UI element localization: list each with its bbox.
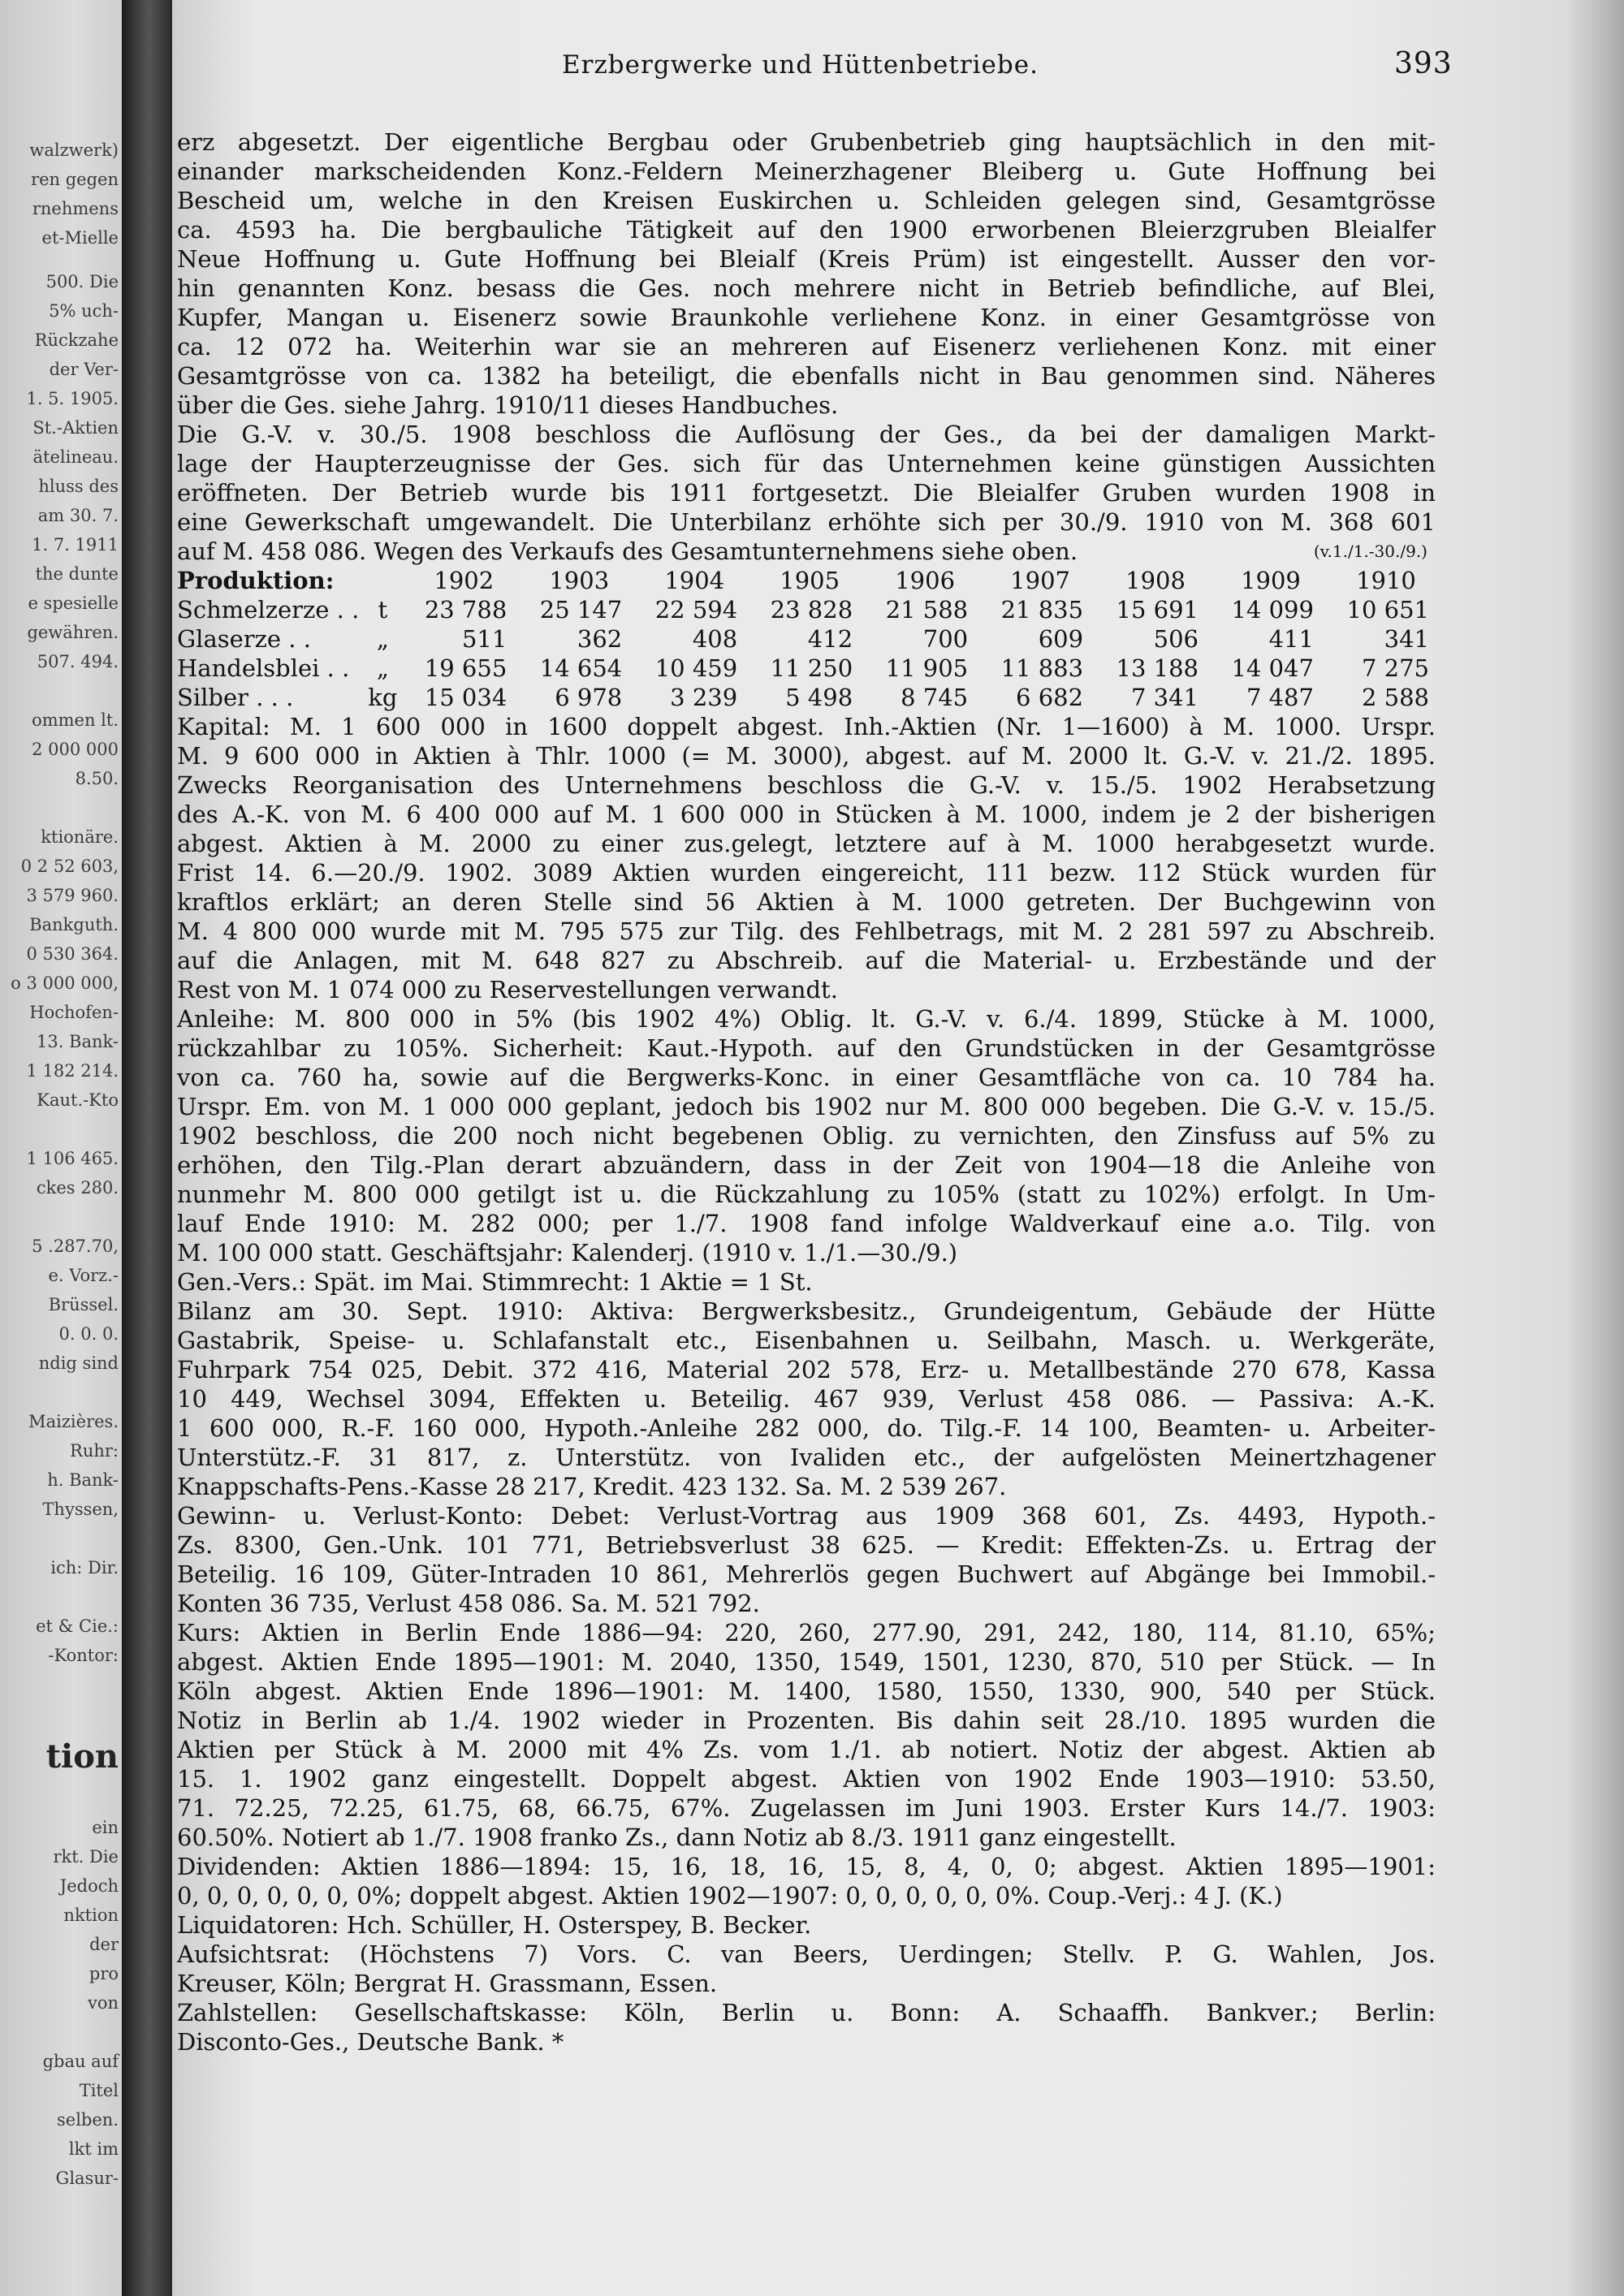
left-page-fragment: e. Vorz.- xyxy=(48,1266,119,1285)
table-cell: 511 xyxy=(461,625,508,653)
intro-line: einander markscheidenden Konz.-Feldern Meinerzhagener Bleiberg u. Gute Hoffnung bei xyxy=(177,158,1436,185)
kapital-line: M. 4 800 000 wurde mit M. 795 575 zur Tilg. des Fehlbetrags, mit M. 2 281 597 zu Abschreib. xyxy=(177,917,1436,945)
aufsichtsrat-line: Kreuser, Köln; Bergrat H. Grassmann, Essen. xyxy=(177,1970,718,1997)
table-cell: 2 588 xyxy=(1361,684,1429,711)
intro-line: Neue Hoffnung u. Gute Hoffnung bei Bleialf (Kreis Prüm) ist eingestellt. Ausser den vor- xyxy=(177,245,1436,273)
guv-line: Konten 36 735, Verlust 458 086. Sa. M. 521 792. xyxy=(177,1590,760,1617)
row-unit: kg xyxy=(368,684,398,711)
left-page-fragment: ktionäre. xyxy=(41,827,119,847)
left-page-fragment: -Kontor: xyxy=(48,1646,119,1665)
left-page-fragment: 1 106 465. xyxy=(26,1149,119,1168)
bilanz-line: Bilanz am 30. Sept. 1910: Aktiva: Bergwerksbesitz., Grundeigentum, Gebäude der Hütte xyxy=(177,1297,1436,1325)
aufsichtsrat-line: Aufsichtsrat: (Höchstens 7) Vors. C. van Beers, Uerdingen; Stellv. P. G. Wahlen, Jos. xyxy=(177,1940,1436,1968)
table-cell: 6 682 xyxy=(1016,684,1084,711)
intro-line: ca. 4593 ha. Die bergbauliche Tätigkeit auf den 1900 erworbenen Bleierzgruben Bleialfer xyxy=(177,216,1436,244)
dividenden-line: 0, 0, 0, 0, 0, 0, 0%; doppelt abgest. Aktien 1902—1907: 0, 0, 0, 0, 0, 0%. Coup.-Verj.: 4 J. (K.) xyxy=(177,1882,1283,1910)
left-page-fragment: ommen lt. xyxy=(32,710,119,730)
table-cell: 506 xyxy=(1153,625,1199,653)
left-page-fragment: der Ver- xyxy=(49,360,119,379)
kapital-line: Zwecks Reorganisation des Unternehmens beschloss die G.-V. v. 15./5. 1902 Herabsetzung xyxy=(177,771,1436,799)
year-header: 1903 xyxy=(549,567,610,594)
table-cell: 11 905 xyxy=(885,654,969,682)
table-cell: 14 654 xyxy=(539,654,623,682)
table-cell: 11 883 xyxy=(1000,654,1084,682)
anleihe-section xyxy=(177,1004,1444,1297)
left-page-fragment: selben. xyxy=(57,2110,119,2130)
anleihe-line: Gen.-Vers.: Spät. im Mai. Stimmrecht: 1 Aktie = 1 St. xyxy=(177,1268,813,1296)
anleihe-line: erhöhen, den Tilg.-Plan derart abzuändern, dass in der Zeit von 1904—18 die Anleihe von xyxy=(177,1151,1436,1179)
kapital-line: abgest. Aktien à M. 2000 zu einer zus.gelegt, letztere auf à M. 1000 herabgesetzt wurde. xyxy=(177,830,1436,857)
row-label: Glaserze . . xyxy=(177,625,311,653)
bilanz-section xyxy=(177,1297,1444,1501)
binding-gutter xyxy=(122,0,172,2296)
anleihe-line: von ca. 760 ha, sowie auf die Bergwerks-Konc. in einer Gesamtfläche von ca. 10 784 ha. xyxy=(177,1064,1436,1091)
left-page-fragment: 8.50. xyxy=(75,769,119,788)
table-cell: 609 xyxy=(1038,625,1084,653)
intro-paragraphs xyxy=(177,127,1444,566)
year-header: 1902 xyxy=(434,567,495,594)
guv-line: Beteilig. 16 109, Güter-Intraden 10 861, Mehrerlös gegen Buchwert auf Abgänge bei Immobil.- xyxy=(177,1560,1436,1588)
year-header: 1905 xyxy=(780,567,840,594)
left-page-fragment: von xyxy=(87,1993,119,2013)
main-page xyxy=(172,0,1624,2296)
table-cell: 15 691 xyxy=(1116,596,1199,624)
production-header-row xyxy=(177,566,1444,595)
year-header: 1910 xyxy=(1356,567,1416,594)
kurs-line: 60.50%. Notiert ab 1./7. 1908 franko Zs., dann Notiz ab 8./3. 1911 ganz eingestellt. xyxy=(177,1823,1177,1851)
left-page-fragment: hluss des xyxy=(38,477,119,496)
left-page-fragment: pro xyxy=(89,1964,119,1983)
left-page-fragment: St.-Aktien xyxy=(32,418,119,438)
left-page-fragment: ndig sind xyxy=(38,1353,119,1373)
left-page-fragment: am 30. 7. xyxy=(37,506,119,525)
kurs-line: Aktien per Stück à M. 2000 mit 4% Zs. vom 1./1. ab notiert. Notiz der abgest. Aktien ab xyxy=(177,1736,1436,1763)
year-header: 1908 xyxy=(1125,567,1186,594)
table-cell: 13 188 xyxy=(1116,654,1199,682)
aufsichtsrat-section xyxy=(177,1940,1444,1998)
left-page-fragment: Titel xyxy=(79,2081,119,2100)
kapital-section xyxy=(177,712,1444,1004)
row-label: Silber . . . xyxy=(177,684,294,711)
intro-line: Bescheid um, welche in den Kreisen Euskirchen u. Schleiden gelegen sind, Gesamtgrösse xyxy=(177,187,1436,214)
table-row xyxy=(177,654,1444,683)
page-body xyxy=(172,127,1444,2056)
left-page-fragment: Glasur- xyxy=(55,2169,119,2188)
bilanz-line: 10 449, Wechsel 3094, Effekten u. Beteilig. 467 939, Verlust 458 086. — Passiva: A.-K. xyxy=(177,1385,1436,1413)
year-header: 1909 xyxy=(1241,567,1301,594)
left-page-fragment: Ruhr: xyxy=(70,1441,119,1461)
left-page-fragment: ein xyxy=(92,1818,119,1837)
left-page-fragment: rkt. Die xyxy=(53,1847,119,1867)
left-page-fragment: Brüssel. xyxy=(48,1295,119,1314)
intro-line: Die G.-V. v. 30./5. 1908 beschloss die Auflösung der Ges., da bei der damaligen Markt- xyxy=(177,421,1436,448)
table-cell: 700 xyxy=(922,625,969,653)
table-cell: 3 239 xyxy=(670,684,738,711)
left-page-edge xyxy=(0,0,122,2296)
left-page-fragment: et & Cie.: xyxy=(36,1616,119,1636)
page-title: Erzbergwerke und Hüttenbetriebe. xyxy=(562,50,1039,80)
intro-line: eine Gewerkschaft umgewandelt. Die Unterbilanz erhöhte sich per 30./9. 1910 von M. 368 601 xyxy=(177,508,1436,536)
dividenden-line: Dividenden: Aktien 1886—1894: 15, 16, 18, 16, 15, 8, 4, 0, 0; abgest. Aktien 1895—1901: xyxy=(177,1853,1436,1880)
bilanz-line: 1 600 000, R.-F. 160 000, Hypoth.-Anleihe 282 000, do. Tilg.-F. 14 100, Beamten- u. Arbeiter- xyxy=(177,1414,1436,1442)
kurs-line: abgest. Aktien Ende 1895—1901: M. 2040, 1350, 1549, 1501, 1230, 870, 510 per Stück. — In xyxy=(177,1648,1436,1676)
left-page-fragment: 13. Bank- xyxy=(36,1032,119,1051)
left-page-fragment: ckes 280. xyxy=(36,1178,119,1198)
table-cell: 7 487 xyxy=(1246,684,1314,711)
row-label: Schmelzerze . . xyxy=(177,596,360,624)
text-line: Liquidatoren: Hch. Schüller, H. Osterspey, B. Becker. xyxy=(177,1911,812,1939)
guv-line: Gewinn- u. Verlust-Konto: Debet: Verlust-Vortrag aus 1909 368 601, Zs. 4493, Hypoth.- xyxy=(177,1502,1436,1530)
left-page-fragment: 5% uch- xyxy=(49,301,119,321)
kurs-line: 71. 72.25, 72.25, 61.75, 68, 66.75, 67%. Zugelassen im Juni 1903. Erster Kurs 14./7. 1903: xyxy=(177,1794,1436,1822)
left-page-fragment: 0 2 52 603, xyxy=(20,857,119,876)
table-cell: 5 498 xyxy=(785,684,853,711)
table-cell: 23 828 xyxy=(770,596,853,624)
table-row xyxy=(177,683,1444,712)
table-cell: 19 655 xyxy=(424,654,508,682)
kapital-line: Rest von M. 1 074 000 zu Reservestellungen verwandt. xyxy=(177,976,838,1003)
table-cell: 7 341 xyxy=(1130,684,1199,711)
left-page-fragment: o 3 000 000, xyxy=(11,973,119,993)
intro-line: Kupfer, Mangan u. Eisenerz sowie Braunkohle verliehene Konz. in einer Gesamtgrösse von xyxy=(177,304,1436,331)
year-header: 1906 xyxy=(895,567,956,594)
bilanz-line: Knappschafts-Pens.-Kasse 28 217, Kredit. 423 132. Sa. M. 2 539 267. xyxy=(177,1473,1007,1500)
intro-line: lage der Haupterzeugnisse der Ges. sich für das Unternehmen keine günstigen Aussichten xyxy=(177,450,1436,477)
zahlstellen-line: Disconto-Ges., Deutsche Bank. * xyxy=(177,2028,564,2056)
kapital-line: auf die Anlagen, mit M. 648 827 zu Abschreib. auf die Material- u. Erzbestände und der xyxy=(177,947,1436,974)
row-unit: t xyxy=(378,596,388,624)
table-cell: 10 459 xyxy=(654,654,738,682)
kurs-line: Notiz in Berlin ab 1./4. 1902 wieder in Prozenten. Bis dahin seit 28./10. 1895 wurden die xyxy=(177,1707,1436,1734)
liquidatoren-section xyxy=(177,1910,1444,1940)
table-cell: 411 xyxy=(1268,625,1314,653)
anleihe-line: lauf Ende 1910: M. 282 000; per 1./7. 1908 fand infolge Waldverkauf eine a.o. Tilg. von xyxy=(177,1210,1436,1237)
intro-line: erz abgesetzt. Der eigentliche Bergbau oder Grubenbetrieb ging hauptsächlich in den mit- xyxy=(177,128,1436,156)
table-cell: 6 978 xyxy=(555,684,623,711)
left-page-fragment: Bankguth. xyxy=(29,915,119,934)
table-cell: 15 034 xyxy=(424,684,508,711)
bilanz-line: Fuhrpark 754 025, Debit. 372 416, Material 202 578, Erz- u. Metallbestände 270 678, Kassa xyxy=(177,1356,1436,1383)
production-table xyxy=(177,566,1444,712)
left-page-fragment: rnehmens xyxy=(32,199,119,218)
left-page-fragment: Jedoch xyxy=(59,1876,119,1896)
kapital-line: des A.-K. von M. 6 400 000 auf M. 1 600 000 in Stücken à M. 1000, indem je 2 der bisherigen xyxy=(177,801,1436,828)
left-page-fragment: der xyxy=(89,1935,119,1954)
table-cell: 25 147 xyxy=(539,596,623,624)
left-page-fragment: 3 579 960. xyxy=(26,886,119,905)
anleihe-line: Urspr. Em. von M. 1 000 000 geplant, jedoch bis 1902 nur M. 800 000 begeben. Die G.-V. v. 15./5. xyxy=(177,1093,1436,1120)
left-page-fragment: walzwerk) xyxy=(29,140,119,160)
page-number: 393 xyxy=(1394,47,1453,80)
left-page-fragment: 1. 7. 1911 xyxy=(32,535,119,555)
intro-line: hin genannten Konz. besass die Ges. noch mehrere nicht in Betrieb befindliche, auf Blei, xyxy=(177,274,1436,302)
intro-line: eröffneten. Der Betrieb wurde bis 1911 fortgesetzt. Die Bleialfer Gruben wurden 1908 in xyxy=(177,479,1436,507)
left-page-fragment: et-Mielle xyxy=(41,228,119,248)
table-cell: 341 xyxy=(1384,625,1429,653)
left-page-fragment: ren gegen xyxy=(31,170,119,189)
kapital-line: Kapital: M. 1 600 000 in 1600 doppelt abgest. Inh.-Aktien (Nr. 1—1600) à M. 1000. Urspr. xyxy=(177,713,1436,740)
left-page-fragment: the dunte xyxy=(35,564,119,584)
left-page-fragment: lkt im xyxy=(68,2139,119,2159)
anleihe-line: nunmehr M. 800 000 getilgt ist u. die Rückzahlung zu 105% (statt zu 102%) erfolgt. In Um- xyxy=(177,1180,1436,1208)
zahlstellen-line: Zahlstellen: Gesellschaftskasse: Köln, Berlin u. Bonn: A. Schaaffh. Bankver.; Berlin: xyxy=(177,1999,1436,2026)
table-cell: 412 xyxy=(807,625,853,653)
table-cell: 7 275 xyxy=(1361,654,1429,682)
left-page-fragment: 500. Die xyxy=(45,272,119,291)
table-cell: 8 745 xyxy=(901,684,969,711)
table-cell: 21 835 xyxy=(1000,596,1084,624)
guv-line: Zs. 8300, Gen.-Unk. 101 771, Betriebsverlust 38 625. — Kredit: Effekten-Zs. u. Ertrag der xyxy=(177,1531,1436,1559)
intro-line: über die Ges. siehe Jahrg. 1910/11 dieses Handbuches. xyxy=(177,391,839,419)
bilanz-line: Gastabrik, Speise- u. Schlafanstalt etc., Eisenbahnen u. Seilbahn, Masch. u. Werkgeräte, xyxy=(177,1327,1436,1354)
table-cell: 14 047 xyxy=(1231,654,1314,682)
kurs-line: 15. 1. 1902 ganz eingestellt. Doppelt abgest. Aktien von 1902 Ende 1903—1910: 53.50, xyxy=(177,1765,1436,1793)
table-cell: 23 788 xyxy=(424,596,508,624)
guv-section xyxy=(177,1501,1444,1618)
kurs-line: Köln abgest. Aktien Ende 1896—1901: M. 1400, 1580, 1550, 1330, 900, 540 per Stück. xyxy=(177,1677,1436,1705)
intro-line xyxy=(177,537,1436,566)
left-page-fragment: gbau auf xyxy=(42,2052,119,2071)
table-cell: 21 588 xyxy=(885,596,969,624)
left-page-fragment: tion xyxy=(45,1737,119,1776)
kapital-line: M. 9 600 000 in Aktien à Thlr. 1000 (= M. 3000), abgest. auf M. 2000 lt. G.-V. v. 21./2. 1895. xyxy=(177,742,1436,770)
table-cell: 22 594 xyxy=(654,596,738,624)
anleihe-line: Anleihe: M. 800 000 in 5% (bis 1902 4%) Oblig. lt. G.-V. v. 6./4. 1899, Stücke à M. 1000, xyxy=(177,1005,1436,1033)
table-cell: 362 xyxy=(577,625,623,653)
unit-header xyxy=(359,566,406,595)
table-cell: 408 xyxy=(692,625,738,653)
table-cell: 10 651 xyxy=(1346,596,1429,624)
left-page-fragment: Kaut.-Kto xyxy=(37,1090,119,1110)
kapital-line: Frist 14. 6.—20./9. 1902. 3089 Aktien wurden eingereicht, 111 bezw. 112 Stück wurden für xyxy=(177,859,1436,887)
anleihe-line: 1902 beschloss, die 200 noch nicht begebenen Oblig. zu vernichten, den Zinsfuss auf 5% zu xyxy=(177,1122,1436,1150)
intro-line-text: auf M. 458 086. Wegen des Verkaufs des Gesamtunternehmens siehe oben. xyxy=(177,537,1078,565)
left-page-fragment: gewähren. xyxy=(27,623,119,642)
left-page-fragment: 2 000 000 xyxy=(32,740,119,759)
year-header: 1904 xyxy=(664,567,725,594)
row-unit: „ xyxy=(376,654,389,682)
production-label: Produktion: xyxy=(177,567,335,594)
intro-line: ca. 12 072 ha. Weiterhin war sie an mehreren auf Eisenerz verliehenen Konz. mit einer xyxy=(177,333,1436,360)
left-page-fragment: 0 530 364. xyxy=(26,944,119,964)
dividenden-section xyxy=(177,1852,1444,1910)
intro-line: Gesamtgrösse von ca. 1382 ha beteiligt, die ebenfalls nicht in Bau genommen sind. Näheres xyxy=(177,362,1436,390)
left-page-fragment: 1. 5. 1905. xyxy=(26,389,119,408)
zahlstellen-section xyxy=(177,1998,1444,2056)
left-page-fragment: 5 .287.70, xyxy=(32,1236,119,1256)
left-page-fragment: e spesielle xyxy=(28,593,119,613)
left-page-fragment: Hochofen- xyxy=(29,1003,119,1022)
left-page-fragment: ätelineau. xyxy=(32,447,119,467)
left-page-fragment: ich: Dir. xyxy=(50,1558,119,1577)
left-page-fragment: 1 182 214. xyxy=(26,1061,119,1081)
left-page-fragment: Thyssen, xyxy=(42,1500,119,1519)
table-row xyxy=(177,595,1444,624)
left-page-fragment: Rückzahe xyxy=(34,330,119,350)
row-unit: „ xyxy=(376,625,389,653)
anleihe-line: rückzahlbar zu 105%. Sicherheit: Kaut.-Hypoth. auf den Grundstücken in der Gesamtgrösse xyxy=(177,1034,1436,1062)
table-row xyxy=(177,624,1444,654)
left-page-fragment: 507. 494. xyxy=(37,652,119,671)
row-label: Handelsblei . . xyxy=(177,654,350,682)
kurs-section xyxy=(177,1618,1444,1852)
kapital-line: kraftlos erklärt; an deren Stelle sind 56 Aktien à M. 1000 getreten. Der Buchgewinn von xyxy=(177,888,1436,916)
left-page-fragment: 0. 0. 0. xyxy=(58,1324,119,1344)
left-page-fragment: Maizières. xyxy=(28,1412,119,1431)
date-range-note: (v.1./1.-30./9.) xyxy=(1313,542,1427,561)
left-page-fragment: nktion xyxy=(63,1905,119,1925)
left-page-fragment: h. Bank- xyxy=(47,1470,119,1490)
bilanz-line: Unterstütz.-F. 31 817, z. Unterstütz. von Ivaliden etc., der aufgelösten Meinertzhagener xyxy=(177,1444,1436,1471)
table-cell: 11 250 xyxy=(770,654,853,682)
year-header: 1907 xyxy=(1010,567,1070,594)
table-cell: 14 099 xyxy=(1231,596,1314,624)
anleihe-line: M. 100 000 statt. Geschäftsjahr: Kalenderj. (1910 v. 1./1.—30./9.) xyxy=(177,1239,958,1267)
kurs-line: Kurs: Aktien in Berlin Ende 1886—94: 220, 260, 277.90, 291, 242, 180, 114, 81.10, 65%; xyxy=(177,1619,1436,1646)
